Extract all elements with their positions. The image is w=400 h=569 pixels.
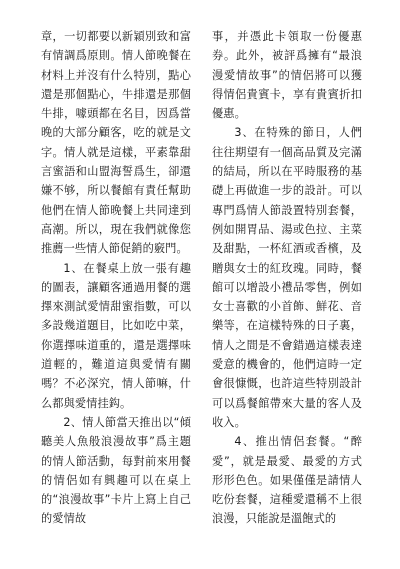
paragraph-tip-2: 2、情人節當天推出以“傾聽美人魚般浪漫故事”爲主題的情人節活動，每對前來用餐的情侶如有興趣可以在桌上的“浪漫故事”卡片上寫上自己的愛情故 <box>41 415 191 526</box>
paragraph-continuation: 章，一切都要以新穎別致和富有情調爲原則。情人節晚餐在材料上并沒有什么特別，點心還是那個點心，牛排還是那個牛排，噱頭都在名目，因爲當晚的大部分顧客，吃的就是文字。情人就是這樣，平素靠甜言蜜語和山盟海誓爲生，卻還嫌不够，所以餐館有責任幫助他們在情人節晚餐上共同達到高潮。所以，現在我們就像您推薦一些情人節促銷的竅門。 <box>41 30 191 256</box>
right-column <box>212 27 362 529</box>
left-column <box>41 27 191 529</box>
paragraph-tip-2-continuation: 事，并憑此卡領取一份優惠券。此外，被評爲擁有“最浪漫愛情故事”的情侶將可以獲得情侶貴賓卡，享有貴賓折扣優惠。 <box>212 30 362 121</box>
paragraph-tip-4: 4、推出情侶套餐。“醉愛”，就是最愛、最愛的方式形形色色。如果僅僅是請情人吃份套餐，這種愛還稱不上很浪漫，只能說是溫飽式的 <box>212 435 362 526</box>
paragraph-tip-3: 3、在特殊的節日，人們往往期望有一個高品質及完滿的結局，所以在平時服務的基礎上再做進一步的設計。可以專門爲情人節設置特別套餐，例如開胃品、湯或色拉、主菜及甜點，一杯紅酒或香檳，及贈與女士的紅玫瑰。同時，餐館可以增設小禮品零售，例如女士喜歡的小首飾、鮮花、音樂等，在這樣特殊的日子裏，情人之間是不會錯過這樣表達愛意的機會的，他們這時一定會很慷慨，也許這些特別設計可以爲餐館帶來大量的客人及收入。 <box>212 126 362 429</box>
paragraph-tip-1: 1、在餐桌上放一張有趣的圖表，讓顧客通過用餐的選擇來測試愛情甜蜜指數，可以多設幾道題目，比如吃中菜，你選擇味道重的，還是選擇味道輕的，難道這與愛情有關嗎？不必深究，情人節嘛，什么都與愛情挂鈎。 <box>41 261 191 410</box>
